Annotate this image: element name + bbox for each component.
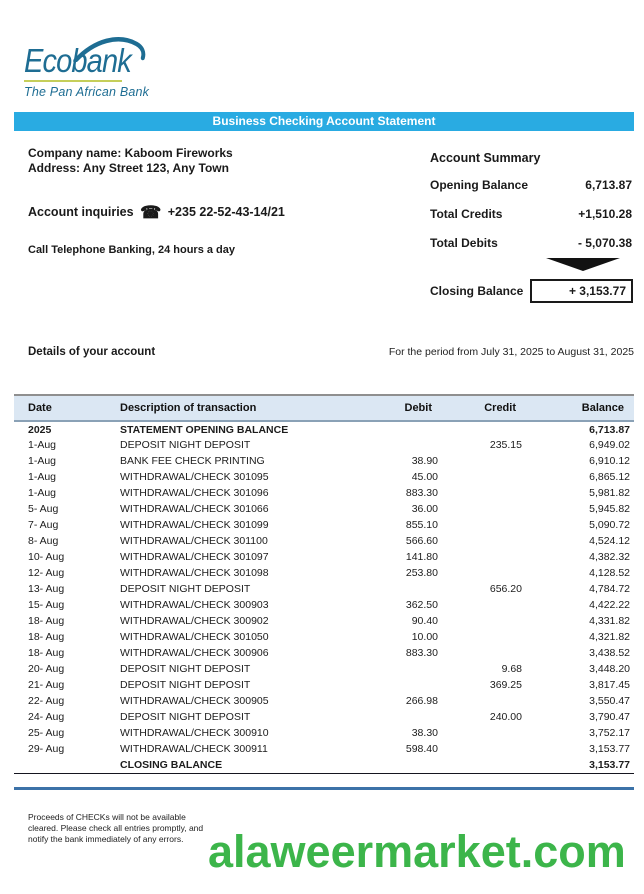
account-summary-title: Account Summary — [430, 151, 541, 165]
cell-balance: 3,153.77 — [589, 743, 630, 755]
cell-balance: 4,331.82 — [589, 615, 630, 627]
table-row — [14, 613, 634, 629]
cell-description: WITHDRAWAL/CHECK 300905 — [120, 695, 269, 707]
cell-description: WITHDRAWAL/CHECK 301066 — [120, 503, 269, 515]
summary-row — [430, 179, 632, 192]
cell-balance: 5,981.82 — [589, 487, 630, 499]
table-row — [14, 533, 634, 549]
notice-line: Proceeds of CHECKs will not be available — [28, 812, 186, 822]
closing-balance-label: Closing Balance — [430, 284, 524, 298]
cell-description: WITHDRAWAL/CHECK 301050 — [120, 631, 269, 643]
statement-period-text: For the period from July 31, 2025 to August 31, 2025 — [388, 346, 634, 358]
column-header-balance: Balance — [526, 395, 634, 421]
notice-line: cleared. Please check all entries promptly, and — [28, 823, 204, 833]
cell-debit: 38.90 — [411, 455, 438, 467]
cell-balance: 3,790.47 — [589, 711, 630, 723]
cell-credit — [442, 469, 526, 485]
cell-date: 1-Aug — [28, 439, 57, 451]
table-row — [14, 453, 634, 469]
table-bottom-rule — [14, 787, 634, 790]
summary-label: Total Debits — [430, 236, 498, 250]
cell-balance: 3,817.45 — [589, 679, 630, 691]
cell-date: 21- Aug — [28, 679, 65, 691]
cell-debit: 10.00 — [411, 631, 438, 643]
logo-wordmark — [24, 44, 134, 78]
cell-date: 18- Aug — [28, 631, 65, 643]
statement-title: Business Checking Account Statement — [212, 114, 436, 128]
table-row — [14, 581, 634, 597]
cell-debit: 36.00 — [411, 503, 438, 515]
table-row — [14, 629, 634, 645]
cell-debit — [354, 709, 442, 725]
cell-credit — [442, 757, 526, 773]
cell-description: STATEMENT OPENING BALANCE — [120, 423, 289, 436]
cell-debit: 855.10 — [405, 519, 438, 531]
footer-notice — [28, 812, 203, 845]
summary-label: Total Credits — [430, 207, 503, 221]
table-row — [14, 741, 634, 757]
cell-date: 24- Aug — [28, 711, 65, 723]
ecobank-logo — [24, 44, 149, 99]
table-row — [14, 469, 634, 485]
telephone-banking-note: Call Telephone Banking, 24 hours a day — [28, 244, 236, 256]
cell-debit: 566.60 — [405, 535, 438, 547]
table-row — [14, 421, 634, 437]
watermark-text: alaweermarket.com — [208, 826, 626, 877]
cell-debit — [354, 757, 442, 773]
cell-date: 25- Aug — [28, 727, 65, 739]
cell-description: WITHDRAWAL/CHECK 301098 — [120, 567, 269, 579]
cell-balance: 3,438.52 — [589, 647, 630, 659]
cell-credit — [442, 517, 526, 533]
closing-balance-row — [430, 279, 633, 303]
cell-credit: 235.15 — [489, 439, 522, 451]
cell-debit: 45.00 — [411, 471, 438, 483]
cell-credit — [442, 629, 526, 645]
cell-balance: 4,382.32 — [589, 551, 630, 563]
cell-description: DEPOSIT NIGHT DEPOSIT — [120, 663, 251, 675]
cell-debit: 253.80 — [405, 567, 438, 579]
table-row — [14, 709, 634, 725]
table-row — [14, 725, 634, 741]
cell-debit — [354, 437, 442, 453]
cell-description: CLOSING BALANCE — [106, 757, 354, 773]
cell-credit — [442, 485, 526, 501]
account-inquiries-line — [28, 203, 285, 223]
table-row — [14, 757, 634, 773]
cell-credit — [442, 565, 526, 581]
statement-title-banner — [14, 112, 634, 131]
account-inquiries-label: Account inquiries — [28, 205, 134, 219]
cell-date: 12- Aug — [28, 567, 65, 579]
summary-label: Opening Balance — [430, 178, 529, 192]
cell-balance: 4,128.52 — [589, 567, 630, 579]
table-row — [14, 437, 634, 453]
arrow-down-icon — [546, 258, 620, 271]
table-row — [14, 549, 634, 565]
cell-balance: 6,910.12 — [589, 455, 630, 467]
cell-debit — [354, 581, 442, 597]
summary-value: +1,510.28 — [578, 207, 632, 221]
cell-debit: 266.98 — [405, 695, 438, 707]
table-header-row — [14, 395, 634, 421]
cell-debit: 362.50 — [405, 599, 438, 611]
summary-row — [430, 208, 632, 221]
logo-tagline: The Pan African Bank — [24, 85, 150, 99]
company-info — [28, 146, 233, 176]
cell-description: BANK FEE CHECK PRINTING — [120, 455, 265, 467]
cell-credit: 240.00 — [489, 711, 522, 723]
cell-credit — [442, 501, 526, 517]
column-header-debit: Debit — [354, 395, 442, 421]
cell-date: 13- Aug — [28, 583, 65, 595]
cell-debit: 883.30 — [405, 487, 438, 499]
cell-description: DEPOSIT NIGHT DEPOSIT — [120, 583, 251, 595]
table-row — [14, 501, 634, 517]
cell-date — [14, 757, 106, 773]
cell-credit — [442, 693, 526, 709]
cell-debit: 38.30 — [411, 727, 438, 739]
cell-debit — [354, 661, 442, 677]
cell-description: WITHDRAWAL/CHECK 301100 — [120, 535, 268, 547]
transactions-body — [14, 421, 634, 773]
cell-balance: 6,949.02 — [589, 439, 630, 451]
cell-date: 2025 — [28, 423, 52, 436]
cell-balance: 4,422.22 — [589, 599, 630, 611]
table-row — [14, 661, 634, 677]
cell-description: WITHDRAWAL/CHECK 300903 — [120, 599, 269, 611]
cell-date: 10- Aug — [28, 551, 65, 563]
cell-description: WITHDRAWAL/CHECK 301097 — [120, 551, 269, 563]
cell-balance: 3,448.20 — [589, 663, 630, 675]
cell-credit: 369.25 — [489, 679, 522, 691]
cell-credit — [442, 533, 526, 549]
cell-description: WITHDRAWAL/CHECK 300906 — [120, 647, 269, 659]
cell-balance: 6,865.12 — [589, 471, 630, 483]
cell-balance: 5,090.72 — [589, 519, 630, 531]
telephone-icon: ☎ — [140, 203, 162, 222]
cell-date: 18- Aug — [28, 647, 65, 659]
notice-line: notify the bank immediately of any errors. — [28, 834, 184, 844]
cell-description: DEPOSIT NIGHT DEPOSIT — [120, 679, 251, 691]
cell-date: 1-Aug — [28, 471, 57, 483]
cell-date: 15- Aug — [28, 599, 65, 611]
details-title: Details of your account — [28, 346, 156, 358]
cell-debit: 883.30 — [405, 647, 438, 659]
cell-credit — [442, 453, 526, 469]
summary-row — [430, 237, 632, 250]
cell-balance: 4,524.12 — [589, 535, 630, 547]
column-header-credit: Credit — [442, 395, 526, 421]
cell-balance: 3,153.77 — [526, 757, 634, 773]
table-row — [14, 677, 634, 693]
cell-date: 20- Aug — [28, 663, 65, 675]
table-row — [14, 485, 634, 501]
cell-credit — [442, 549, 526, 565]
cell-credit: 656.20 — [489, 583, 522, 595]
company-address-line: Address: Any Street 123, Any Town — [28, 161, 229, 175]
cell-description: DEPOSIT NIGHT DEPOSIT — [120, 439, 251, 451]
table-row — [14, 517, 634, 533]
logo-swoosh-icon — [73, 36, 147, 62]
table-row — [14, 597, 634, 613]
cell-date: 18- Aug — [28, 615, 65, 627]
cell-description: WITHDRAWAL/CHECK 300902 — [120, 615, 269, 627]
table-row — [14, 565, 634, 581]
cell-debit: 141.80 — [405, 551, 438, 563]
logo-text: Ecobank — [24, 42, 131, 79]
inquiries-phone-number: +235 22-52-43-14/21 — [167, 205, 285, 219]
cell-debit: 598.40 — [405, 743, 438, 755]
cell-description: WITHDRAWAL/CHECK 301096 — [120, 487, 269, 499]
transactions-table — [14, 394, 634, 774]
cell-balance: 5,945.82 — [589, 503, 630, 515]
details-header-line — [14, 346, 634, 358]
cell-date: 1-Aug — [28, 487, 57, 499]
cell-description: WITHDRAWAL/CHECK 301095 — [120, 471, 269, 483]
cell-date: 7- Aug — [28, 519, 59, 531]
cell-date: 29- Aug — [28, 743, 65, 755]
cell-balance: 3,550.47 — [589, 695, 630, 707]
table-row — [14, 645, 634, 661]
cell-credit — [442, 597, 526, 613]
cell-debit: 90.40 — [411, 615, 438, 627]
cell-credit: 9.68 — [501, 663, 522, 675]
cell-description: WITHDRAWAL/CHECK 300910 — [120, 727, 269, 739]
cell-debit — [354, 421, 442, 437]
column-header-date: Date — [14, 395, 106, 421]
logo-divider — [24, 80, 122, 82]
company-name-line: Company name: Kaboom Fireworks — [28, 146, 233, 160]
cell-date: 5- Aug — [28, 503, 59, 515]
cell-credit — [442, 421, 526, 437]
cell-credit — [442, 725, 526, 741]
cell-balance: 6,713.87 — [589, 423, 630, 436]
cell-description: DEPOSIT NIGHT DEPOSIT — [120, 711, 251, 723]
cell-credit — [442, 645, 526, 661]
column-header-description: Description of transaction — [106, 395, 354, 421]
cell-balance: 3,752.17 — [589, 727, 630, 739]
closing-balance-value: + 3,153.77 — [530, 279, 633, 303]
cell-credit — [442, 741, 526, 757]
cell-balance: 4,321.82 — [589, 631, 630, 643]
summary-value: - 5,070.38 — [577, 236, 632, 250]
cell-balance: 4,784.72 — [589, 583, 630, 595]
cell-date: 8- Aug — [28, 535, 59, 547]
summary-rows — [430, 179, 632, 266]
cell-date: 22- Aug — [28, 695, 65, 707]
table-row — [14, 693, 634, 709]
summary-value: 6,713.87 — [585, 178, 632, 192]
cell-description: WITHDRAWAL/CHECK 300911 — [120, 743, 268, 755]
cell-description: WITHDRAWAL/CHECK 301099 — [120, 519, 269, 531]
cell-debit — [354, 677, 442, 693]
cell-date: 1-Aug — [28, 455, 57, 467]
cell-credit — [442, 613, 526, 629]
